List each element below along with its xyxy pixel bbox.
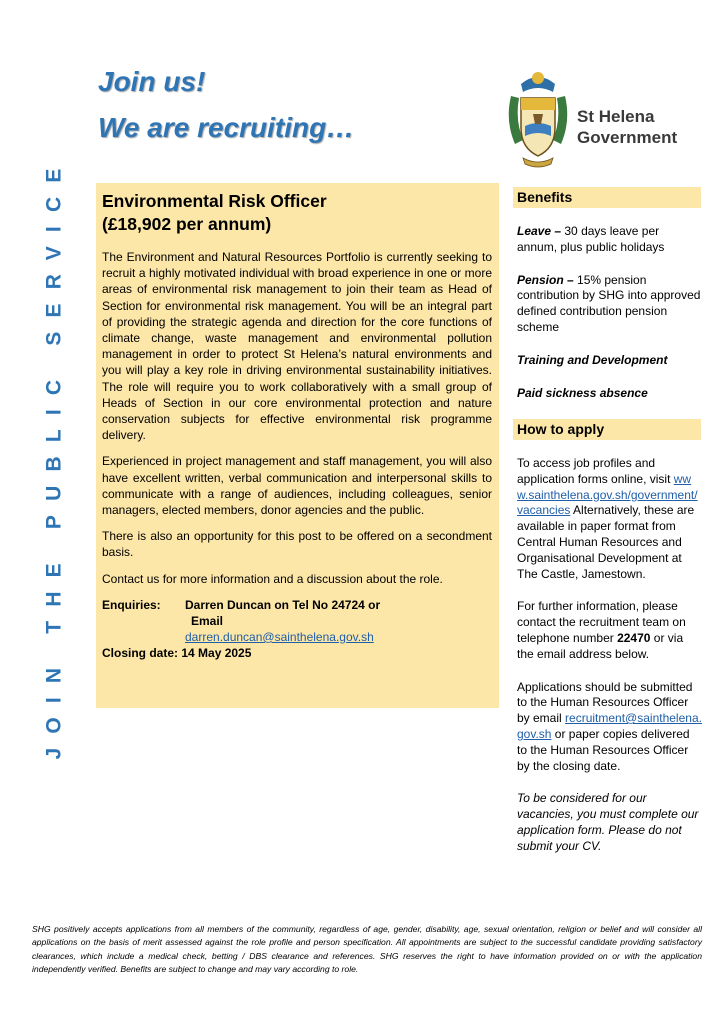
side-banner-text: JOIN THE PUBLIC SERVICE — [43, 154, 67, 760]
pension-label: Pension – — [517, 272, 574, 287]
side-banner — [40, 142, 70, 772]
organization-name — [577, 106, 677, 148]
equal-opportunities-footer: SHG positively accepts applications from all members of the community, regardless of age, gender, disability, age, sexual orientation, religion or belief and will consider all applications on the basis of merit assessed against the role profile and person specification. All appointments are subject to the successful candidate providing satisfactory clearances, which include a medical check, betting / DBS clearance and references. SHG reserves the right to have information provided on or with the application independently verified. Benefits are subject to change and may vary according to role. — [32, 924, 702, 975]
job-description-box — [96, 183, 499, 708]
organization-line-2: Government — [577, 128, 678, 147]
headline-join-us: Join us! — [98, 66, 206, 97]
organization-line-1: St Helena — [577, 107, 655, 126]
enquiries-label: Enquiries: — [102, 597, 161, 612]
job-title — [102, 190, 492, 236]
apply-paragraph-3 — [517, 680, 702, 775]
apply-p3-text: Applications should be submitted to the Human Resources Officer by email — [517, 679, 693, 726]
benefits-heading: Benefits — [513, 187, 701, 208]
apply-p2-text-2: or via the email address below. — [517, 630, 684, 661]
recruitment-email-link[interactable]: recruitment@sainthelena.gov.sh — [517, 711, 702, 741]
job-salary: (£18,902 per annum) — [102, 214, 272, 234]
job-paragraph-1: The Environment and Natural Resources Portfolio is currently seeking to recruit a highly motivated individual with broad experience in one or more areas of environmental risk management to join their team as Head of Section for environmental risk management. You will be an integral part of providing the strategic agenda and direction for the core functions of climate change, waste management and environmental pollution management in order to protect St Helena’s natural environments and you will play a key role in driving environmental sustainability initiatives. The role will require you to work collaboratively with a small group of Heads of Section in our core environmental protection and nature conservation subjects for effective environmental risk programme delivery. — [102, 250, 492, 443]
apply-p1-text-2: Alternatively, these are available in paper format from Central Human Resources and Organisational Development at The Castle, Jamestown. — [517, 503, 695, 581]
job-paragraph-4: Contact us for more information and a discussion about the role. — [102, 571, 443, 586]
benefit-training: Training and Development — [517, 352, 668, 367]
apply-paragraph-1 — [517, 456, 702, 582]
benefits-section — [517, 224, 702, 418]
apply-p3-text-2: or paper copies delivered to the Human Resources Officer by the closing date. — [517, 726, 690, 773]
closing-date: Closing date: 14 May 2025 — [102, 645, 252, 660]
headline-recruiting: We are recruiting… — [98, 112, 355, 143]
enquiries-email-link[interactable]: darren.duncan@sainthelena.gov.sh — [185, 629, 374, 644]
coat-of-arms-icon — [503, 66, 573, 176]
vacancies-link[interactable]: www.sainthelena.gov.sh/government/vacancies — [517, 471, 698, 518]
job-paragraph-2: Experienced in project management and staff management, you will also have excellent written, verbal communication and interpersonal skills to communicate with a range of audiences, including colleagues, senior managers, elected members, donor agencies and the public. — [102, 454, 492, 518]
how-to-apply-section — [517, 456, 702, 872]
pension-text: 15% pension contribution by SHG into approved defined contribution pension scheme — [517, 272, 701, 334]
benefit-pension — [517, 273, 702, 336]
apply-p1-text: To access job profiles and application forms online, visit — [517, 456, 674, 486]
leave-text: 30 days leave per annum, plus public holidays — [517, 224, 665, 254]
job-paragraph-3: There is also an opportunity for this post to be offered on a secondment basis. — [102, 529, 492, 560]
recruitment-phone: 22470 — [617, 630, 651, 645]
apply-p2-text: For further information, please contact the recruitment team on telephone number — [517, 599, 686, 645]
apply-paragraph-4: To be considered for our vacancies, you must complete our application form. Please do not submit your CV. — [517, 791, 699, 853]
leave-label: Leave – — [517, 224, 562, 238]
benefit-leave — [517, 224, 702, 256]
how-to-apply-heading: How to apply — [513, 419, 701, 440]
enquiries-contact: Darren Duncan on Tel No 24724 or — [185, 597, 381, 612]
benefit-sickness: Paid sickness absence — [517, 385, 648, 400]
apply-paragraph-2 — [517, 599, 702, 662]
enquiries-email-label: Email — [191, 613, 224, 628]
job-title-line-1: Environmental Risk Officer — [102, 191, 327, 211]
enquiries-block — [102, 597, 492, 645]
